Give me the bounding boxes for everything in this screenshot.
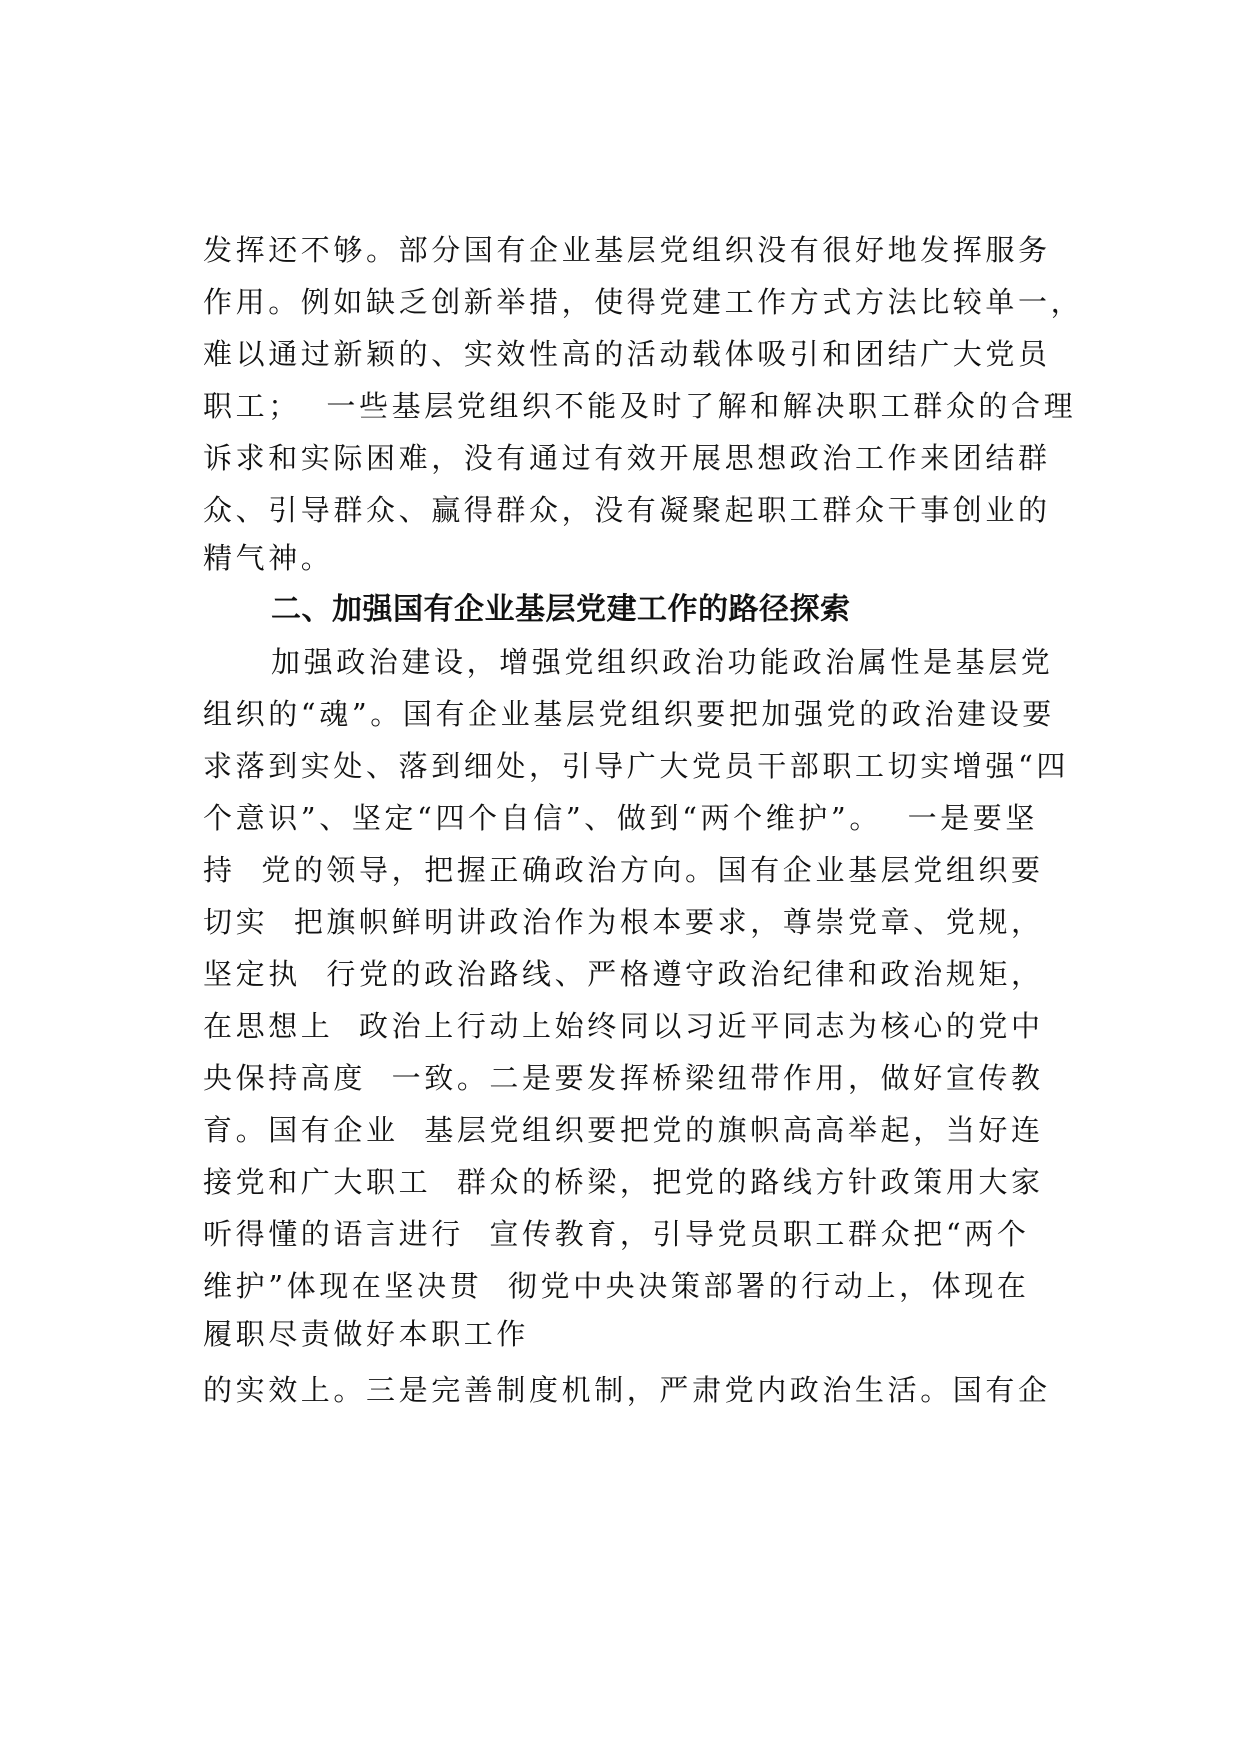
body-text-line: 在思想上 政治上行动上始终同以习近平同志为核心的党中: [203, 1009, 1044, 1043]
body-text-line: 组织的“魂”。国有企业基层党组织要把加强党的政治建设要: [203, 697, 1055, 731]
body-text-line: 求落到实处、落到细处，引导广大党员干部职工切实增强“四: [203, 749, 1070, 783]
body-text-line: 众、引导群众、赢得群众，没有凝聚起职工群众干事创业的: [203, 493, 1051, 527]
body-text-line: 诉求和实际困难，没有通过有效开展思想政治工作来团结群: [203, 441, 1051, 475]
body-text-line: 接党和广大职工 群众的桥梁，把党的路线方针政策用大家: [203, 1165, 1044, 1199]
body-text-line: 的实效上。三是完善制度机制，严肃党内政治生活。国有企: [203, 1373, 1051, 1407]
body-text-line: 坚定执 行党的政治路线、严格遵守政治纪律和政治规矩，: [203, 957, 1044, 991]
body-text-line: 央保持高度 一致。二是要发挥桥梁纽带作用，做好宣传教: [203, 1061, 1044, 1095]
body-text-line: 切实 把旗帜鲜明讲政治作为根本要求，尊崇党章、党规，: [203, 905, 1044, 939]
body-text-line: 履职尽责做好本职工作: [203, 1317, 530, 1351]
paragraph-first-line: 加强政治建设，增强党组织政治功能政治属性是基层党: [271, 645, 1054, 679]
body-text-line: 持 党的领导，把握正确政治方向。国有企业基层党组织要: [203, 853, 1044, 887]
body-text-line: 发挥还不够。部分国有企业基层党组织没有很好地发挥服务: [203, 233, 1051, 267]
section-heading: 二、加强国有企业基层党建工作的路径探索: [271, 592, 851, 627]
body-text-line: 职工； 一些基层党组织不能及时了解和解决职工群众的合理: [203, 389, 1077, 423]
body-text-line: 作用。例如缺乏创新举措，使得党建工作方式方法比较单一，: [203, 285, 1084, 319]
body-text-line: 听得懂的语言进行 宣传教育，引导党员职工群众把“两个: [203, 1217, 1030, 1251]
body-text-line: 个意识”、坚定“四个自信”、做到“两个维护”。 一是要坚: [203, 801, 1038, 835]
body-text-line: 维护”体现在坚决贯 彻党中央决策部署的行动上，体现在: [203, 1269, 1030, 1303]
body-text-line: 精气神。: [203, 541, 334, 575]
body-text-line: 育。国有企业 基层党组织要把党的旗帜高高举起，当好连: [203, 1113, 1044, 1147]
body-text-line: 难以通过新颖的、实效性高的活动载体吸引和团结广大党员: [203, 337, 1051, 371]
